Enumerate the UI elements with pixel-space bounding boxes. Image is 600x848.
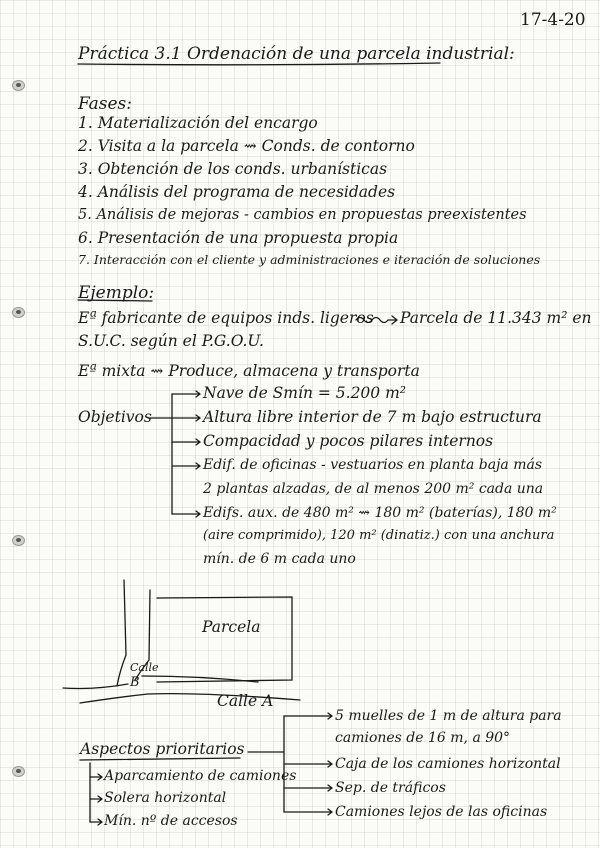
objective-item: Nave de Smín = 5.200 m² [203,384,406,402]
priority-left-item: Mín. nº de accesos [104,813,238,829]
priority-right-item: Camiones lejos de las oficinas [335,804,548,820]
example-line-2: S.U.C. según el P.G.O.U. [78,332,264,350]
phase-item: 3. Obtención de los conds. urbanísticas [78,160,388,178]
objective-item: Edif. de oficinas - vestuarios en planta baja más [203,457,543,473]
phase-item: 5. Análisis de mejoras - cambios en propuestas preexistentes [78,207,527,223]
phase-item: 4. Análisis del programa de necesidades [78,183,396,201]
example-line-1-left: Eª fabricante de equipos inds. ligeros [78,309,374,327]
priorities-heading: Aspectos prioritarios [80,740,245,758]
priority-right-item: Sep. de tráficos [335,780,446,796]
objectives-label: Objetivos [78,408,152,426]
priority-right-item: camiones de 16 m, a 90° [335,730,511,746]
phase-item: 7. Interacción con el cliente y administraciones e iteración de soluciones [78,252,541,267]
priority-left-item: Aparcamiento de camiones [104,768,297,784]
phase-item: 1. Materialización del encargo [78,114,318,132]
date: 17-4-20 [520,10,586,30]
phase-item: 2. Visita a la parcela ⇝ Conds. de contorno [78,137,415,155]
objective-item: Edifs. aux. de 480 m² ⇝ 180 m² (baterías), 180 m² [203,505,557,521]
priority-left-item: Solera horizontal [104,790,227,806]
objective-item: mín. de 6 m cada uno [203,551,356,567]
sketch-street-b-letter: B [130,675,140,690]
objective-item: 2 plantas alzadas, de al menos 200 m² cada una [203,481,544,497]
example-line-3: Eª mixta ⇝ Produce, almacena y transporta [78,362,420,380]
objective-item: Altura libre interior de 7 m bajo estructura [203,408,542,426]
priority-right-item: 5 muelles de 1 m de altura para [335,708,562,724]
page-title: Práctica 3.1 Ordenación de una parcela industrial: [78,44,515,64]
phases-heading: Fases: [78,94,133,114]
example-heading: Ejemplo: [78,283,155,303]
sketch-plot-label: Parcela [202,618,261,636]
priority-right-item: Caja de los camiones horizontal [335,756,561,772]
example-line-1-right: Parcela de 11.343 m² en [400,309,592,327]
sketch-street-b-label: Calle [130,661,159,674]
objective-item: Compacidad y pocos pilares internos [203,432,494,450]
objective-item: (aire comprimido), 120 m² (dinatiz.) con una anchura [203,528,555,543]
sketch-street-a-label: Calle A [217,692,274,710]
phase-item: 6. Presentación de una propuesta propia [78,229,399,247]
